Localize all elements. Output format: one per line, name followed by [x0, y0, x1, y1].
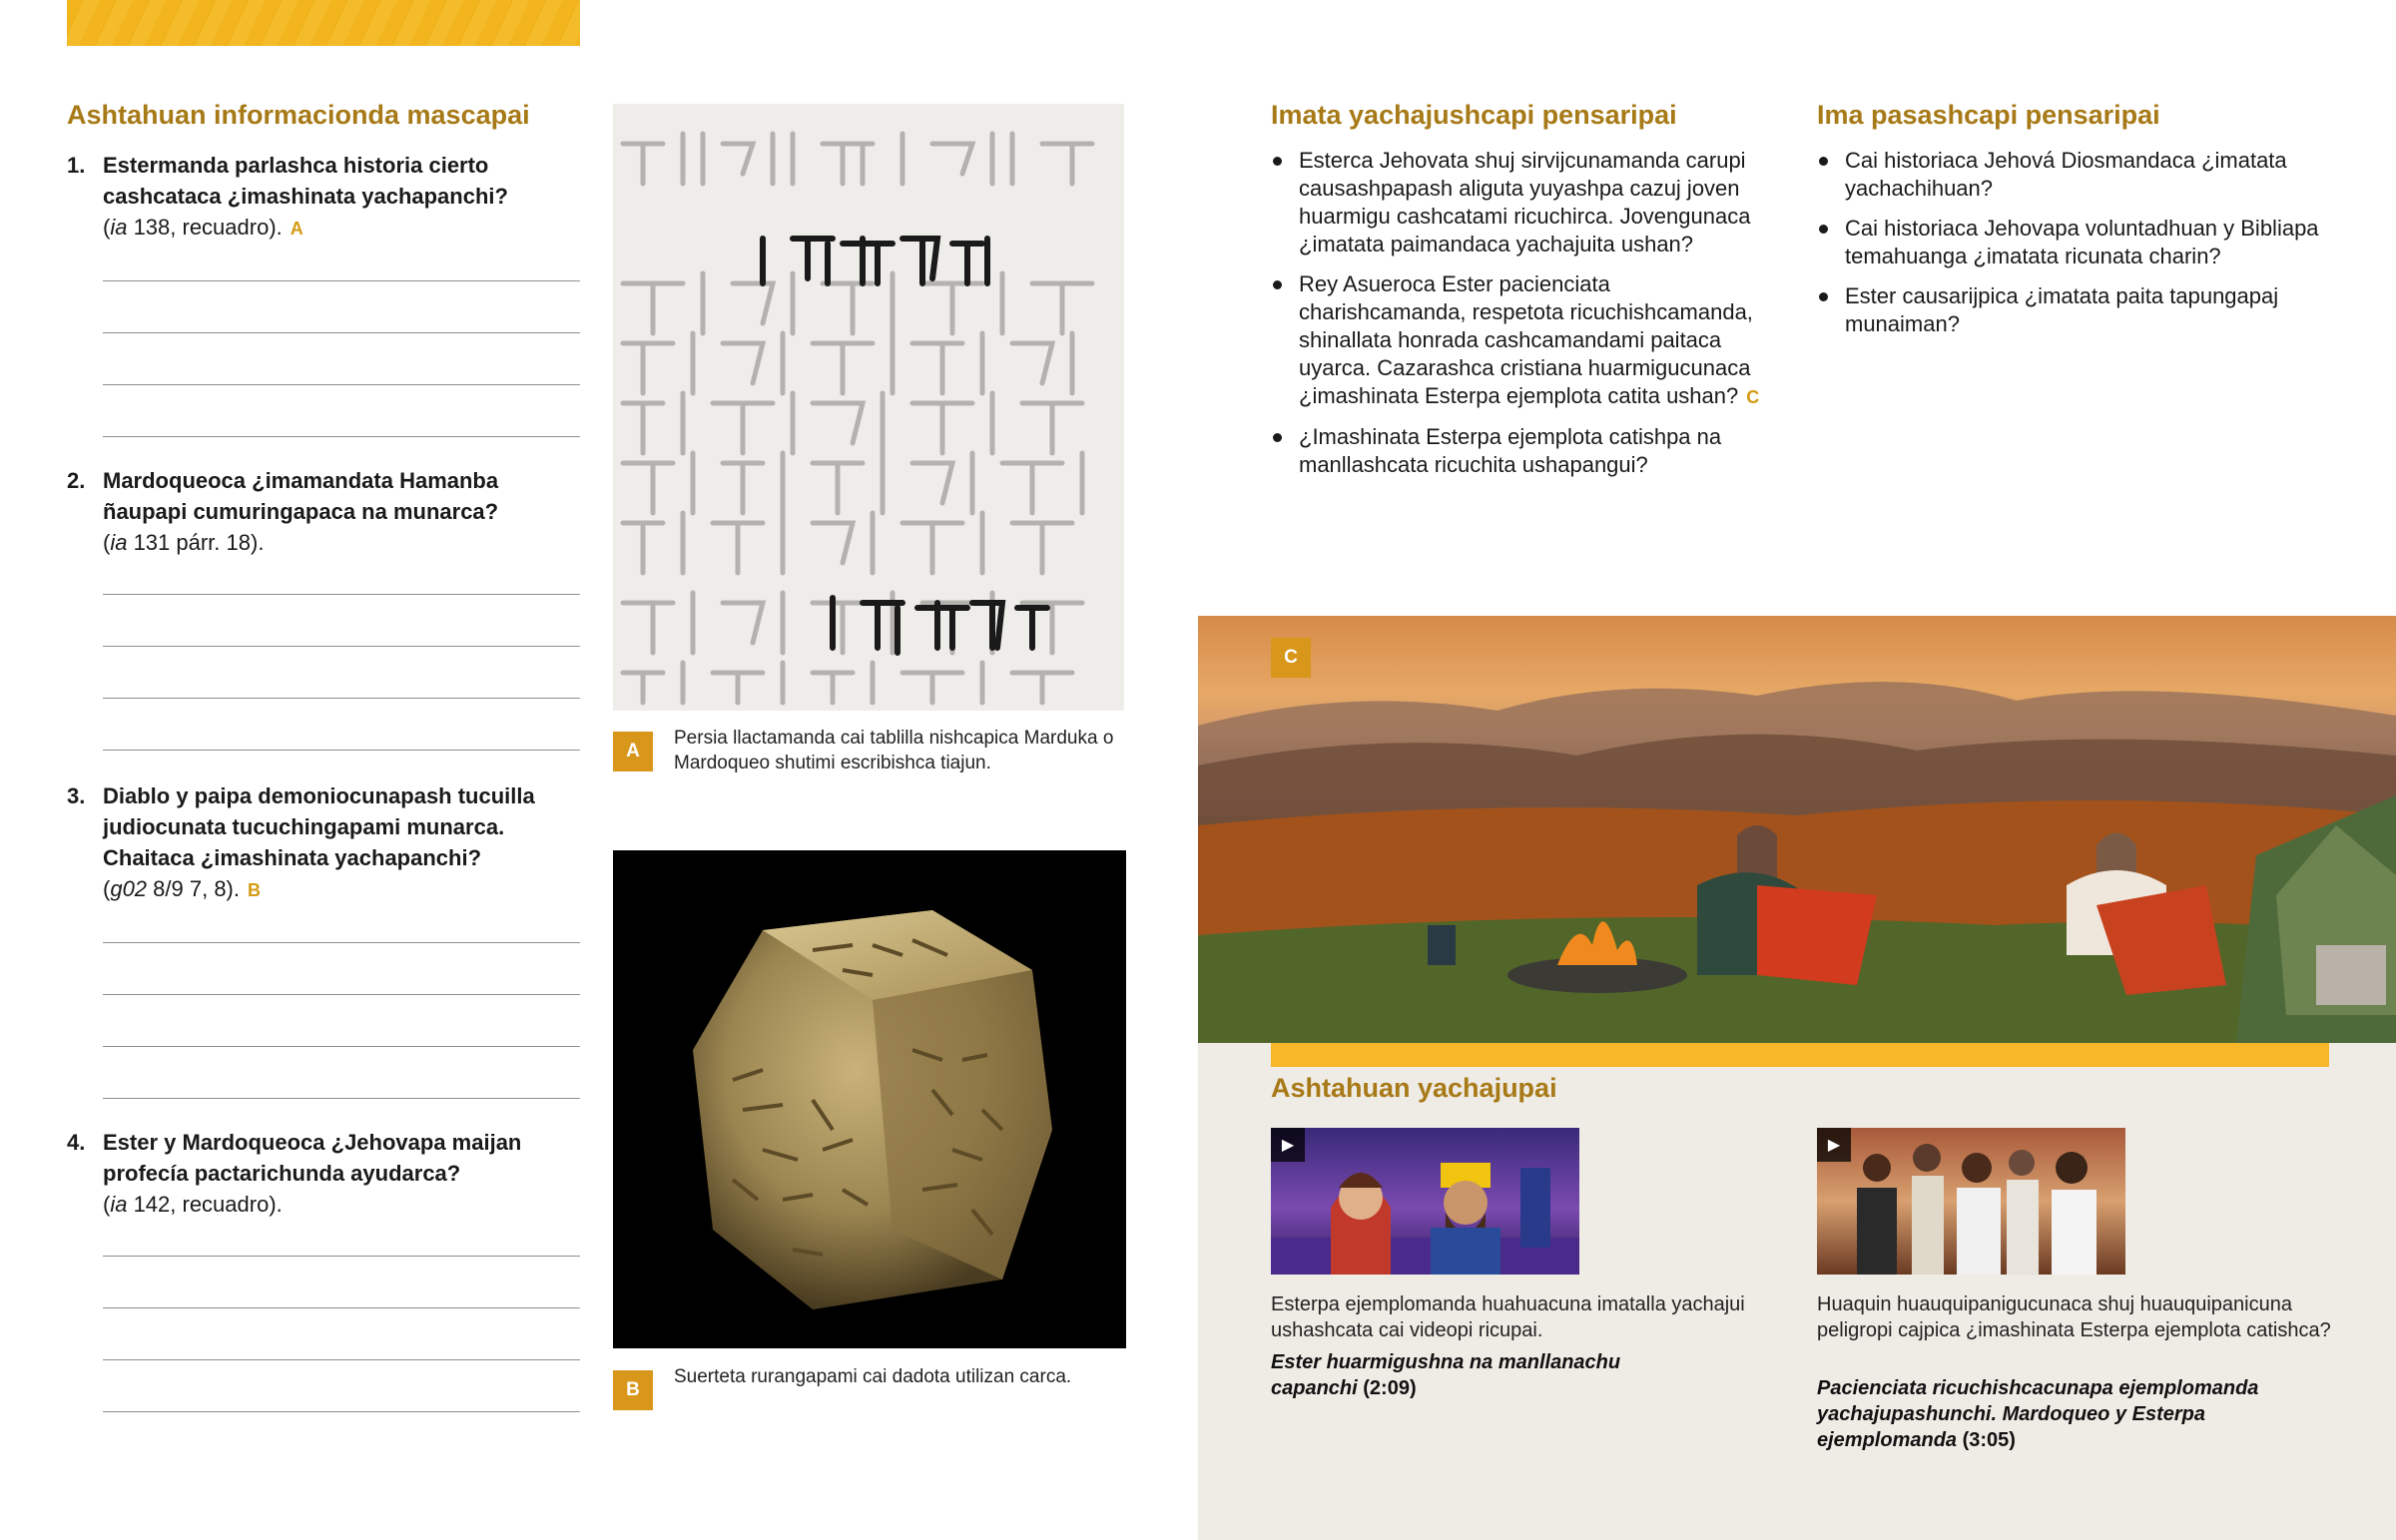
- video-1-duration: (2:09): [1357, 1377, 1417, 1399]
- answer-line[interactable]: [103, 384, 580, 385]
- camping-scene: [1198, 616, 2396, 1043]
- figure-caption-b: Suerteta rurangapami cai dadota utilizan carca.: [674, 1366, 1072, 1387]
- answer-line[interactable]: [103, 646, 580, 647]
- list-item: Cai historiaca Jehová Diosmandaca ¿imatata yachachihuan?: [1817, 147, 2346, 203]
- question-3: [67, 780, 581, 1099]
- answer-line[interactable]: [103, 1098, 580, 1099]
- cuneiform-pattern: [613, 104, 1124, 711]
- list-item: Cai historiaca Jehovapa voluntadhuan y Bibliapa temahuanga ¿imatata ricunata charin?: [1817, 215, 2346, 270]
- answer-line[interactable]: [103, 1046, 580, 1047]
- answer-line[interactable]: [103, 1307, 580, 1308]
- list-item: ¿Imashinata Esterpa ejemplota catishpa na manllashcata ricuchita ushapangui?: [1271, 423, 1780, 479]
- answer-line[interactable]: [103, 332, 580, 333]
- video-thumbnail-1[interactable]: [1271, 1128, 1579, 1275]
- ref-detail: 138, recuadro).: [127, 215, 283, 240]
- list-item: Ester causarijpica ¿imatata paita tapungapaj munaiman?: [1817, 282, 2346, 338]
- clay-die-image: [613, 850, 1126, 1348]
- video-1-title-text: Ester huarmigushna na manllanachu capanchi: [1271, 1351, 1621, 1399]
- ref-publication: g02: [110, 876, 148, 901]
- clay-die-drawing: [613, 850, 1126, 1348]
- answer-line[interactable]: [103, 942, 580, 943]
- video-2-duration: (3:05): [1957, 1429, 2016, 1451]
- video-1-title[interactable]: [1271, 1349, 1670, 1401]
- ref-publication: ia: [110, 530, 128, 555]
- answer-line[interactable]: [103, 594, 580, 595]
- ref-publication: ia: [110, 215, 128, 240]
- context-list: [1817, 147, 2346, 338]
- answer-line[interactable]: [103, 994, 580, 995]
- video-2-illustration: [1817, 1128, 2125, 1275]
- section-heading: Imata yachajushcapi pensaripai: [1271, 100, 1677, 130]
- play-icon[interactable]: ▶: [1817, 1128, 1851, 1162]
- figure-badge-c: C: [1271, 638, 1311, 678]
- ref-detail: 131 párr. 18).: [127, 530, 265, 555]
- question-number: 4.: [67, 1130, 86, 1155]
- context-section: [1817, 100, 2346, 350]
- question-text: Diablo y paipa demoniocunapash tucuilla judiocunata tucuchingapami munarca. Chaitaca ¿imashinata yachapanchi?: [103, 783, 535, 870]
- cuneiform-tablet-image: [613, 104, 1124, 711]
- section-heading: Ashtahuan yachajupai: [1271, 1073, 1557, 1103]
- question-number: 3.: [67, 783, 86, 808]
- answer-line[interactable]: [103, 750, 580, 751]
- reflection-section: [1271, 100, 1780, 491]
- answer-line[interactable]: [103, 436, 580, 437]
- play-icon[interactable]: ▶: [1271, 1128, 1305, 1162]
- figure-tag: B: [248, 880, 261, 900]
- decorative-header-bar: [67, 0, 580, 46]
- list-item: [1271, 270, 1780, 411]
- question-2: [67, 465, 581, 751]
- question-1: [67, 150, 581, 437]
- question-text: Ester y Mardoqueoca ¿Jehovapa maijan profecía pactarichunda ayudarca?: [103, 1130, 522, 1186]
- section-heading: Ashtahuan informacionda mascapai: [67, 100, 530, 130]
- study-questions-section: [67, 100, 581, 151]
- list-item: Esterca Jehovata shuj sirvijcunamanda carupi causashpapash aliguta yuyashpa cazuj joven huarmigu cashcatami ricuchirca. Jovengunaca ¿imatata paimandaca yachajuita ushan?: [1271, 147, 1780, 258]
- figure-caption-a: Persia llactamanda cai tablilla nishcapica Marduka o Mardoqueo shutimi escribishca tiajun.: [674, 728, 1114, 773]
- ref-publication: ia: [110, 1192, 128, 1217]
- camping-photo: [1198, 616, 2396, 1043]
- ref-detail: 8/9 7, 8).: [147, 876, 240, 901]
- answer-line[interactable]: [103, 280, 580, 281]
- video-2-title[interactable]: [1817, 1375, 2296, 1453]
- question-text: Mardoqueoca ¿imamandata Hamanba ñaupapi cumuringapaca na munarca?: [103, 468, 499, 524]
- reflection-list: [1271, 147, 1780, 479]
- question-number: 1.: [67, 153, 86, 178]
- video-thumbnail-2[interactable]: [1817, 1128, 2125, 1275]
- figure-tag: A: [290, 219, 303, 239]
- figure-tag: C: [1746, 387, 1760, 407]
- video-2-description: Huaquin huauquipanigucunaca shuj huauquipanicuna peligropi cajpica ¿imashinata Esterpa ejemplota catishca?: [1817, 1293, 2331, 1341]
- video-1-illustration: [1271, 1128, 1579, 1275]
- question-reference: (g02 8/9 7, 8). B: [103, 876, 261, 901]
- figure-badge-a: A: [613, 732, 653, 771]
- question-reference: (ia 138, recuadro). A: [103, 215, 303, 240]
- answer-line[interactable]: [103, 1359, 580, 1360]
- question-text: Estermanda parlashca historia cierto cashcataca ¿imashinata yachapanchi?: [103, 153, 508, 209]
- ref-detail: 142, recuadro).: [127, 1192, 283, 1217]
- figure-badge-b: B: [613, 1370, 653, 1410]
- answer-line[interactable]: [103, 1256, 580, 1257]
- answer-line[interactable]: [103, 698, 580, 699]
- question-reference: (ia 142, recuadro).: [103, 1192, 283, 1217]
- question-4: [67, 1127, 581, 1412]
- accent-strip: [1271, 1043, 2329, 1067]
- question-reference: (ia 131 párr. 18).: [103, 530, 265, 555]
- section-heading: Ima pasashcapi pensaripai: [1817, 100, 2160, 130]
- video-1-description: Esterpa ejemplomanda huahuacuna imatalla yachajui ushashcata cai videopi ricupai.: [1271, 1293, 1745, 1341]
- list-item-text: Rey Asueroca Ester pacienciata charishcamanda, respetota ricuchishcamanda, shinallata honrada cashcamandami paitaca uyarca. Cazarashca cristiana huarmigucunaca ¿imashinata Esterpa ejemplota catita ushan?: [1299, 271, 1753, 408]
- answer-line[interactable]: [103, 1411, 580, 1412]
- video-2-title-text: Pacienciata ricuchishcacunapa ejemplomanda yachajupashunchi. Mardoqueo y Esterpa ejemplomanda: [1817, 1377, 2259, 1451]
- question-number: 2.: [67, 468, 86, 493]
